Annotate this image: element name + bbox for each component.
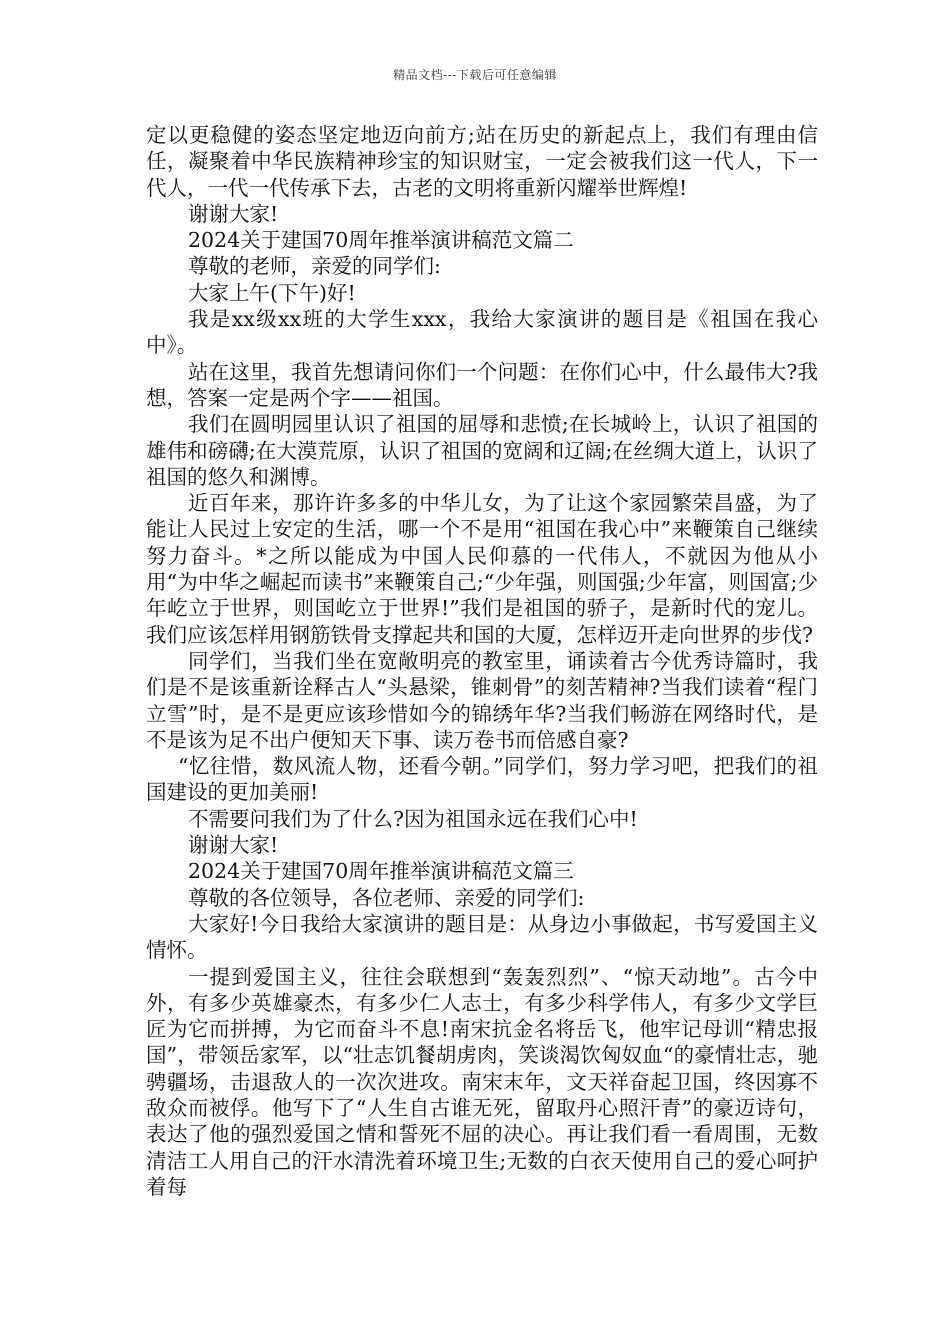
paragraph-classroom: 同学们，当我们坐在宽敞明亮的教室里，诵读着古今优秀诗篇时，我们是不是该重新诠释古人“头悬梁，锥刺骨”的刻苦精神?当我们读着“程门立雪”时，是不是更应该珍惜如今的锦绣年华?当我们畅游在网络时代，是不是该为足不出户便知天下事、读万卷书而倍感自豪? [146, 648, 818, 752]
paragraph-thanks-2: 谢谢大家! [188, 833, 279, 858]
paragraph-intro: 我是xx级xx班的大学生xxx，我给大家演讲的题目是《祖国在我心中》。 [146, 307, 818, 358]
paragraph-quote: “忆往惜，数风流人物，还看今朝。”同学们，努力学习吧，把我们的祖国建设的更加美丽! [146, 754, 818, 805]
section-title-2: 2024关于建国70周年推举演讲稿范文篇二 [188, 228, 574, 253]
paragraph-greeting: 大家上午(下午)好! [188, 280, 356, 305]
document-body [146, 122, 818, 1200]
paragraph-century: 近百年来，那许许多多的中华儿女，为了让这个家园繁荣昌盛，为了能让人民过上安定的生活，哪一个不是用“祖国在我心中”来鞭策自己继续努力奋斗。*之所以能成为中国人民仰慕的一代伟人，不就因为他从小用“为中华之崛起而读书”来鞭策自己;“少年强，则国强;少年富，则国富;少年屹立于世界，则国屹立于世界!”我们是祖国的骄子，是新时代的宠儿。我们应该怎样用钢筋铁骨支撑起共和国的大厦，怎样迈开走向世界的步伐? [146, 491, 818, 647]
paragraph-history: 我们在圆明园里认识了祖国的屈辱和悲愤;在长城岭上，认识了祖国的雄伟和磅礴;在大漠荒原，认识了祖国的宽阔和辽阔;在丝绸大道上，认识了祖国的悠久和渊博。 [146, 412, 818, 489]
paragraph-continuation: 定以更稳健的姿态坚定地迈向前方;站在历史的新起点上，我们有理由信任，凝聚着中华民族精神珍宝的知识财宝，一定会被我们这一代人，下一代人，一代一代传承下去，古老的文明将重新闪耀举世辉煌! [146, 123, 818, 200]
paragraph-patriotism: 一提到爱国主义，往往会联想到“轰轰烈烈”、“惊天动地”。古今中外，有多少英雄豪杰，有多少仁人志士，有多少科学伟人，有多少文学巨匠为它而拼搏，为它而奋斗不息!南宋抗金名将岳飞，他牢记母训“精忠报国”，带领岳家军，以“壮志饥餐胡虏肉，笑谈渴饮匈奴血“的豪情壮志，驰骋疆场，击退敌人的一次次进攻。南宋末年，文天祥奋起卫国，终因寡不敌众而被俘。他写下了“人生自古谁无死，留取丹心照汗青”的豪迈诗句，表达了他的强烈爱国之情和誓死不屈的决心。再让我们看一看周围，无数清洁工人用自己的汗水清洗着环境卫生;无数的白衣天使用自己的爱心呵护着每 [146, 964, 818, 1199]
paragraph-thanks: 谢谢大家! [188, 201, 279, 226]
paragraph-topic-3: 大家好!今日我给大家演讲的题目是：从身边小事做起，书写爱国主义情怀。 [146, 911, 818, 963]
page-header: 精品文档---下载后可任意编辑 [393, 68, 557, 82]
paragraph-salutation-3: 尊敬的各位领导，各位老师、亲爱的同学们: [188, 885, 585, 910]
paragraph-salutation: 尊敬的老师，亲爱的同学们: [188, 254, 441, 279]
section-title-3: 2024关于建国70周年推举演讲稿范文篇三 [188, 859, 574, 884]
paragraph-question: 站在这里，我首先想请问你们一个问题：在你们心中，什么最伟大?我想，答案一定是两个字——祖国。 [146, 359, 818, 410]
paragraph-heart: 不需要问我们为了什么?因为祖国永远在我们心中! [188, 806, 638, 831]
